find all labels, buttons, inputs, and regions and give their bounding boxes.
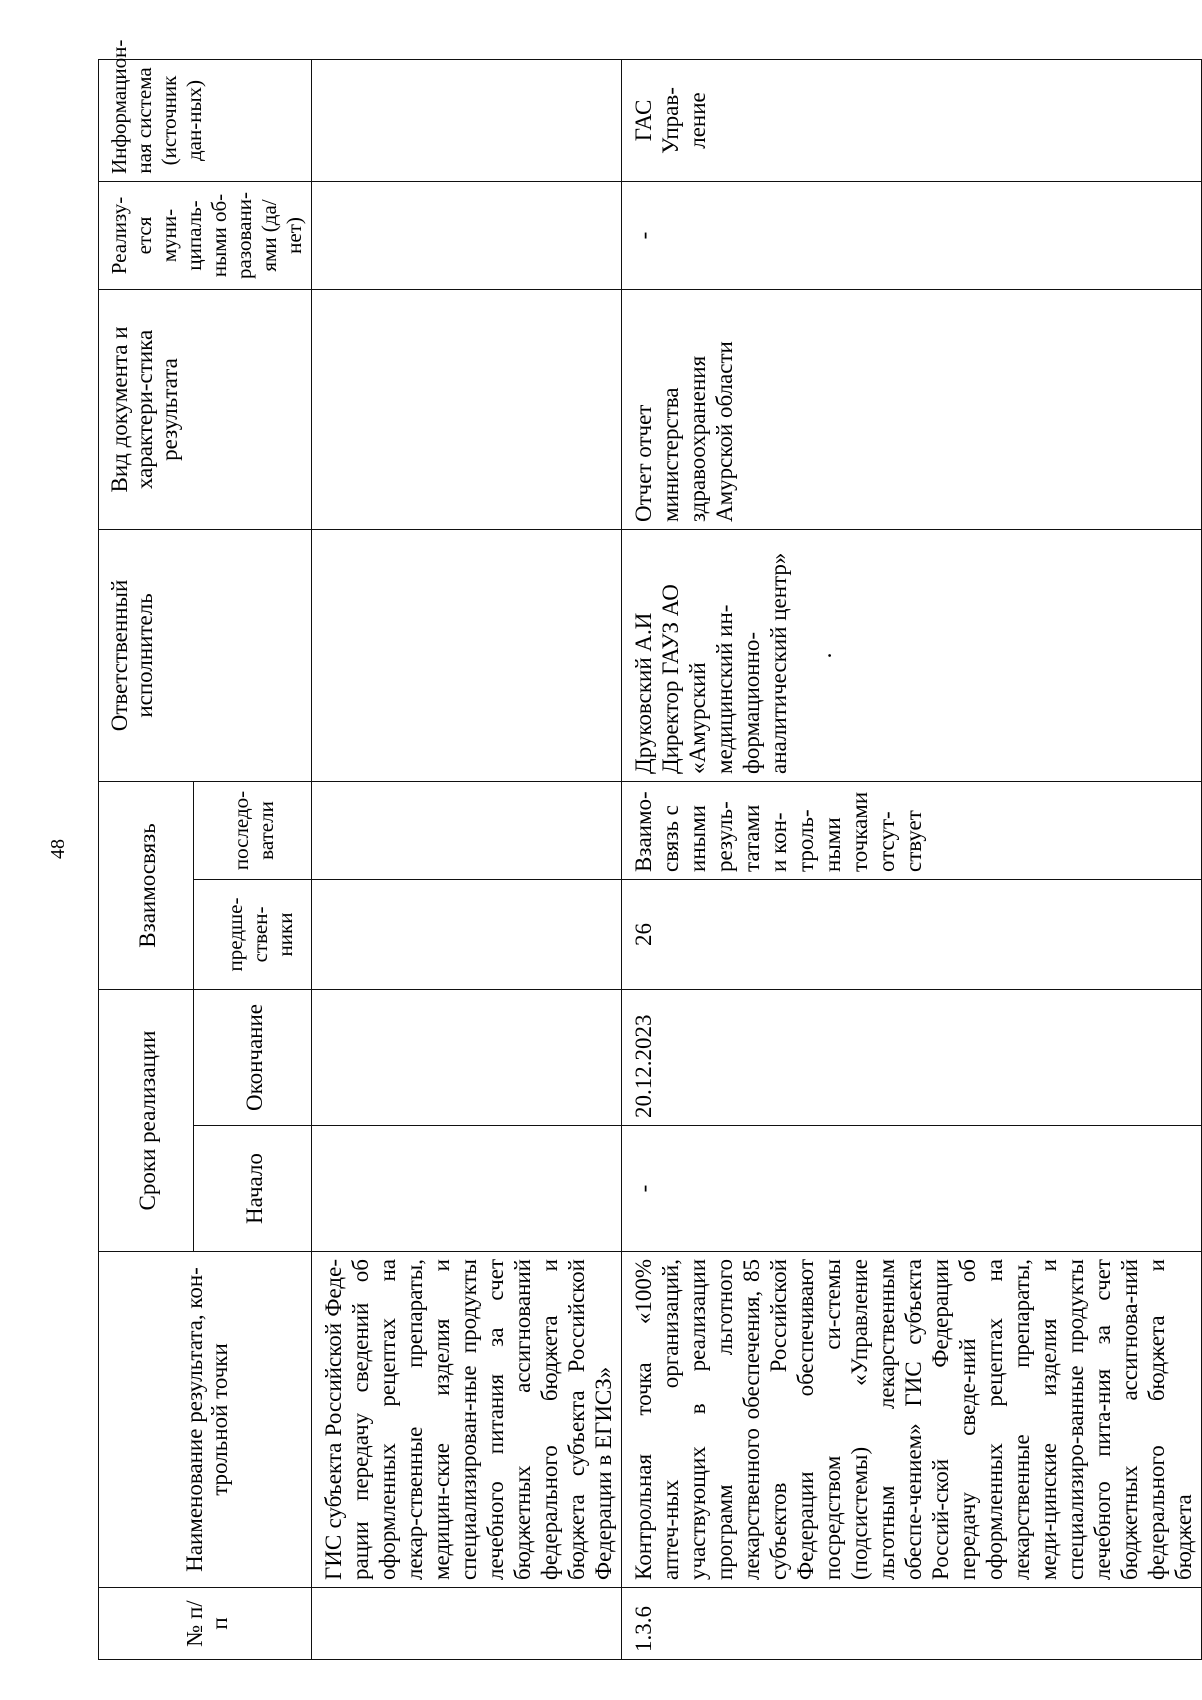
row-responsible	[622, 529, 1202, 781]
header-start: Начало	[193, 1126, 311, 1252]
table-row	[312, 59, 622, 1659]
row-municipal	[312, 181, 622, 289]
header-end: Окончание	[193, 989, 311, 1125]
header-row-1	[99, 59, 194, 1659]
row-start	[312, 1126, 622, 1252]
row-predecessors	[312, 879, 622, 989]
row-info-system	[312, 59, 622, 181]
header-predecessors-text: предше-ствен-ники	[223, 897, 298, 972]
header-num: № п/п	[99, 1588, 312, 1660]
row-info-system: ГАС Управ-ление	[622, 59, 1202, 181]
row-start: -	[622, 1126, 1202, 1252]
header-name: Наименование результата, кон-трольной точки	[99, 1252, 312, 1588]
header-responsible: Ответственный исполнитель	[99, 529, 312, 781]
row-name: ГИС субъекта Российской Феде-рации передачу сведений об оформленных рецептах на лекар-ственные препараты, медицин-ские изделия и специализирован-ные продукты лечебного питания за счет бюджетных ассигнований федерального бюджета и бюджета субъекта Российской Федерации в ЕГИСЗ»	[312, 1252, 622, 1588]
header-followers: последо-ватели	[193, 781, 311, 879]
header-predecessors	[193, 879, 311, 989]
header-relation: Взаимосвязь	[99, 781, 194, 989]
row-followers: Взаимо-связь с иными резуль-татами и кон-троль-ными точками отсут-ствует	[622, 781, 1202, 879]
row-predecessors: 26	[622, 879, 1202, 989]
row-name: Контрольная точка «100% аптеч-ных организаций, участвующих в реализации программ льготного лекарственного обеспечения, 85 субъектов Российской Федерации обеспечивают посредством си-стемы (подсистемы) «Управление льготным лекарственным обеспе-чением» ГИС субъекта Россий-ской Федерации передачу сведе-ний об оформленных рецептах на лекарственные препараты, меди-цинские изделия и специализиро-ванные продукты лечебного пита-ния за счет бюджетных ассигнова-ний федерального бюджета и бюджета	[622, 1252, 1202, 1588]
page-number: 48	[47, 839, 69, 859]
row-responsible-text: Друковский А.И Директор ГАУЗ АО «Амурский медицинский ин-формационно-аналитический центр»	[631, 552, 791, 774]
row-num	[312, 1588, 622, 1660]
row-num: 1.3.6	[622, 1588, 1202, 1660]
row-followers	[312, 781, 622, 879]
header-info-system: Информацион-ная система (источник дан-ных)	[99, 59, 312, 181]
row-end	[312, 989, 622, 1125]
row-municipal: -	[622, 181, 1202, 289]
header-terms: Сроки реализации	[99, 989, 194, 1251]
row-doc-type: Отчет отчет министерства здравоохранения Амурской области	[622, 289, 1202, 529]
table-row	[622, 59, 1202, 1659]
rotated-table-container	[98, 39, 1196, 1660]
plan-table	[98, 39, 1202, 1660]
row-responsible-dot: .	[811, 652, 836, 659]
row-end: 20.12.2023	[622, 989, 1202, 1125]
row-responsible	[312, 529, 622, 781]
row-doc-type	[312, 289, 622, 529]
header-municipal: Реализу-ется муни-ципаль-ными об-разовани-ями (да/нет)	[99, 181, 312, 289]
header-doc-type: Вид документа и характери-стика результата	[99, 289, 312, 529]
